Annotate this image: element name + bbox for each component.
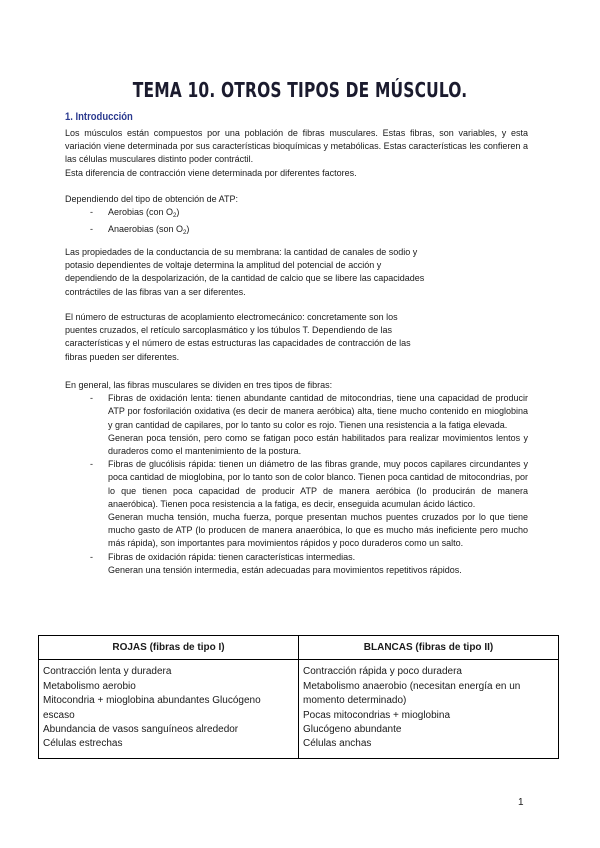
rojas-cell xyxy=(39,660,299,758)
rojas-item: Contracción lenta y duradera xyxy=(43,666,172,678)
rojas-item: Mitocondria + mioglobina abundantes Glucógeno escaso xyxy=(43,695,261,721)
intro-text: Los músculos están compuestos por una población de fibras musculares. Estas fibras, son variables, y esta variación viene determinada por sus características bioquímicas y metabólicas. Estas características les confieren a las células musculares distinto poder contráctil. xyxy=(65,128,528,165)
intro-text-line2: Esta diferencia de contracción viene determinada por diferentes factores. xyxy=(65,167,357,178)
blancas-item: Pocas mitocondrias + mioglobina xyxy=(303,709,451,721)
list-item: - Fibras de glucólisis rápida: tienen un diámetro de las fibras grande, muy pocos capilares circundantes y poca cantidad de mioglobina, por lo tanto son de color blanco. Tienen poca cantidad de mitocondrias, por lo que tienen poca capacidad de producir ATP de manera aeróbica (lo producirán de manera anaeróbica). Tienen poca resistencia a la fatiga, es decir, enseguida acumulan ácido láctico. Generan mucha tensión, mucha fuerza, porque presentan muchos puentes cruzados por lo que tiene mucho gasto de ATP (lo producen de manera anaeróbica, lo que es mucho más ineficiente pero mucho más rápida), son importantes para movimientos rápidos y poco duraderos como un salto. xyxy=(65,458,528,550)
atp-intro: Dependiendo del tipo de obtención de ATP: xyxy=(65,194,238,204)
fiber-type-extra: Generan mucha tensión, mucha fuerza, porque presentan muchos puentes cruzados por lo que tiene mucho gasto de ATP (lo producen de manera anaeróbica, lo que es mucho más ineficiente pero mucho más rápida), son importantes para movimientos rápidos y poco duraderos como un salto. xyxy=(108,512,528,549)
text-line: Las propiedades de la conductancia de su membrana: la cantidad de canales de sodio y xyxy=(65,247,418,257)
list-item: - Fibras de oxidación lenta: tienen abundante cantidad de mitocondrias, tiene una capacidad de producir ATP por fosforilación oxidativa (es decir de manera aeróbica) alta, tiene mucho contenido en mioglobina y gran cantidad de capilares, por lo tanto su color es rojo. Tienen una resistencia a la fatiga elevada. Generan poca tensión, pero como se fatigan poco están habilitados para realizar movimientos lentos y duraderos como el mantenimiento de la postura. xyxy=(65,392,528,458)
fiber-type-main: Fibras de glucólisis rápida: tienen un diámetro de las fibras grande, muy pocos capilares circundantes y poca cantidad de mioglobina, por lo tanto son de color blanco. Tienen poca cantidad de mitocondrias, por lo que tienen poca capacidad de producir ATP de manera aeróbica (lo producirán de manera anaeróbica). Tienen poca resistencia a la fatiga, es decir, enseguida acumulan ácido láctico. xyxy=(108,459,528,509)
text-line: dependiendo de la despolarización, de la cantidad de calcio que se libere las capacidades xyxy=(65,273,425,284)
blancas-cell xyxy=(299,660,559,758)
fiber-type-extra: Generan una tensión intermedia, están adecuadas para movimientos repetitivos rápidos. xyxy=(108,564,462,575)
intro-paragraph xyxy=(65,127,528,180)
types-intro: En general, las fibras musculares se dividen en tres tipos de fibras: xyxy=(65,380,333,390)
text-line: potasio dependientes de voltaje determina la amplitud del potencial de acción y xyxy=(65,260,382,271)
list-item: - Fibras de oxidación rápida: tienen características intermedias. Generan una tensión intermedia, están adecuadas para movimientos repetitivos rápidos. xyxy=(65,551,528,577)
text-line: características y el número de estas estructuras las capacidades de contracción de las xyxy=(65,338,411,349)
blancas-item: Metabolismo anaerobio (necesitan energía en un momento determinado) xyxy=(303,680,521,707)
blancas-item: Contracción rápida y poco duradera xyxy=(303,666,462,678)
table-header-row xyxy=(39,636,559,660)
atp-list xyxy=(65,206,528,240)
header-blancas: BLANCAS (fibras de tipo II) xyxy=(299,636,559,660)
fiber-types-block xyxy=(65,379,528,577)
list-item: - Aerobias (con $O_2$) xyxy=(90,207,180,220)
rojas-item: Abundancia de vasos sanguíneos alrededor xyxy=(43,724,239,736)
comparison-table xyxy=(38,635,559,759)
text-line: puentes cruzados, el retículo sarcoplasmático y los túbulos T. Dependiendo de las xyxy=(65,325,393,336)
text-line: El número de estructuras de acoplamiento electromecánico: concretamente son los xyxy=(65,312,398,322)
fiber-type-extra: Generan poca tensión, pero como se fatigan poco están habilitados para realizar movimientos lentos y duraderos como el mantenimiento de la postura. xyxy=(108,432,528,457)
coupling-paragraph xyxy=(65,311,528,364)
blancas-item: Glucógeno abundante xyxy=(303,724,402,736)
header-rojas: ROJAS (fibras de tipo I) xyxy=(39,636,299,660)
text-line: contráctiles de las fibras van a ser diferentes. xyxy=(65,286,246,297)
membrane-paragraph xyxy=(65,246,528,299)
fiber-types-list xyxy=(65,392,528,577)
page-title: TEMA 10. OTROS TIPOS DE MÚSCULO. xyxy=(132,78,468,102)
section-heading: 1. Introducción xyxy=(65,111,133,123)
list-item: - Anaerobias (son $O_2$) xyxy=(90,224,190,237)
text-line: fibras pueden ser diferentes. xyxy=(65,351,180,362)
atp-block xyxy=(65,193,528,241)
rojas-item: Metabolismo aerobio xyxy=(43,680,136,692)
fiber-type-main: Fibras de oxidación rápida: tienen características intermedias. xyxy=(108,551,356,562)
fiber-type-main: Fibras de oxidación lenta: tienen abundante cantidad de mitocondrias, tiene una capacidad de producir ATP por fosforilación oxidativa (es decir de manera aeróbica) alta, tiene mucho contenido en mioglobina y gran cantidad de capilares, por lo tanto su color es rojo. Tienen una resistencia a la fatiga elevada. xyxy=(108,393,528,430)
page-number: 1 xyxy=(518,797,524,808)
rojas-item: Células estrechas xyxy=(43,738,123,750)
table-row xyxy=(39,660,559,758)
blancas-item: Células anchas xyxy=(303,738,372,750)
